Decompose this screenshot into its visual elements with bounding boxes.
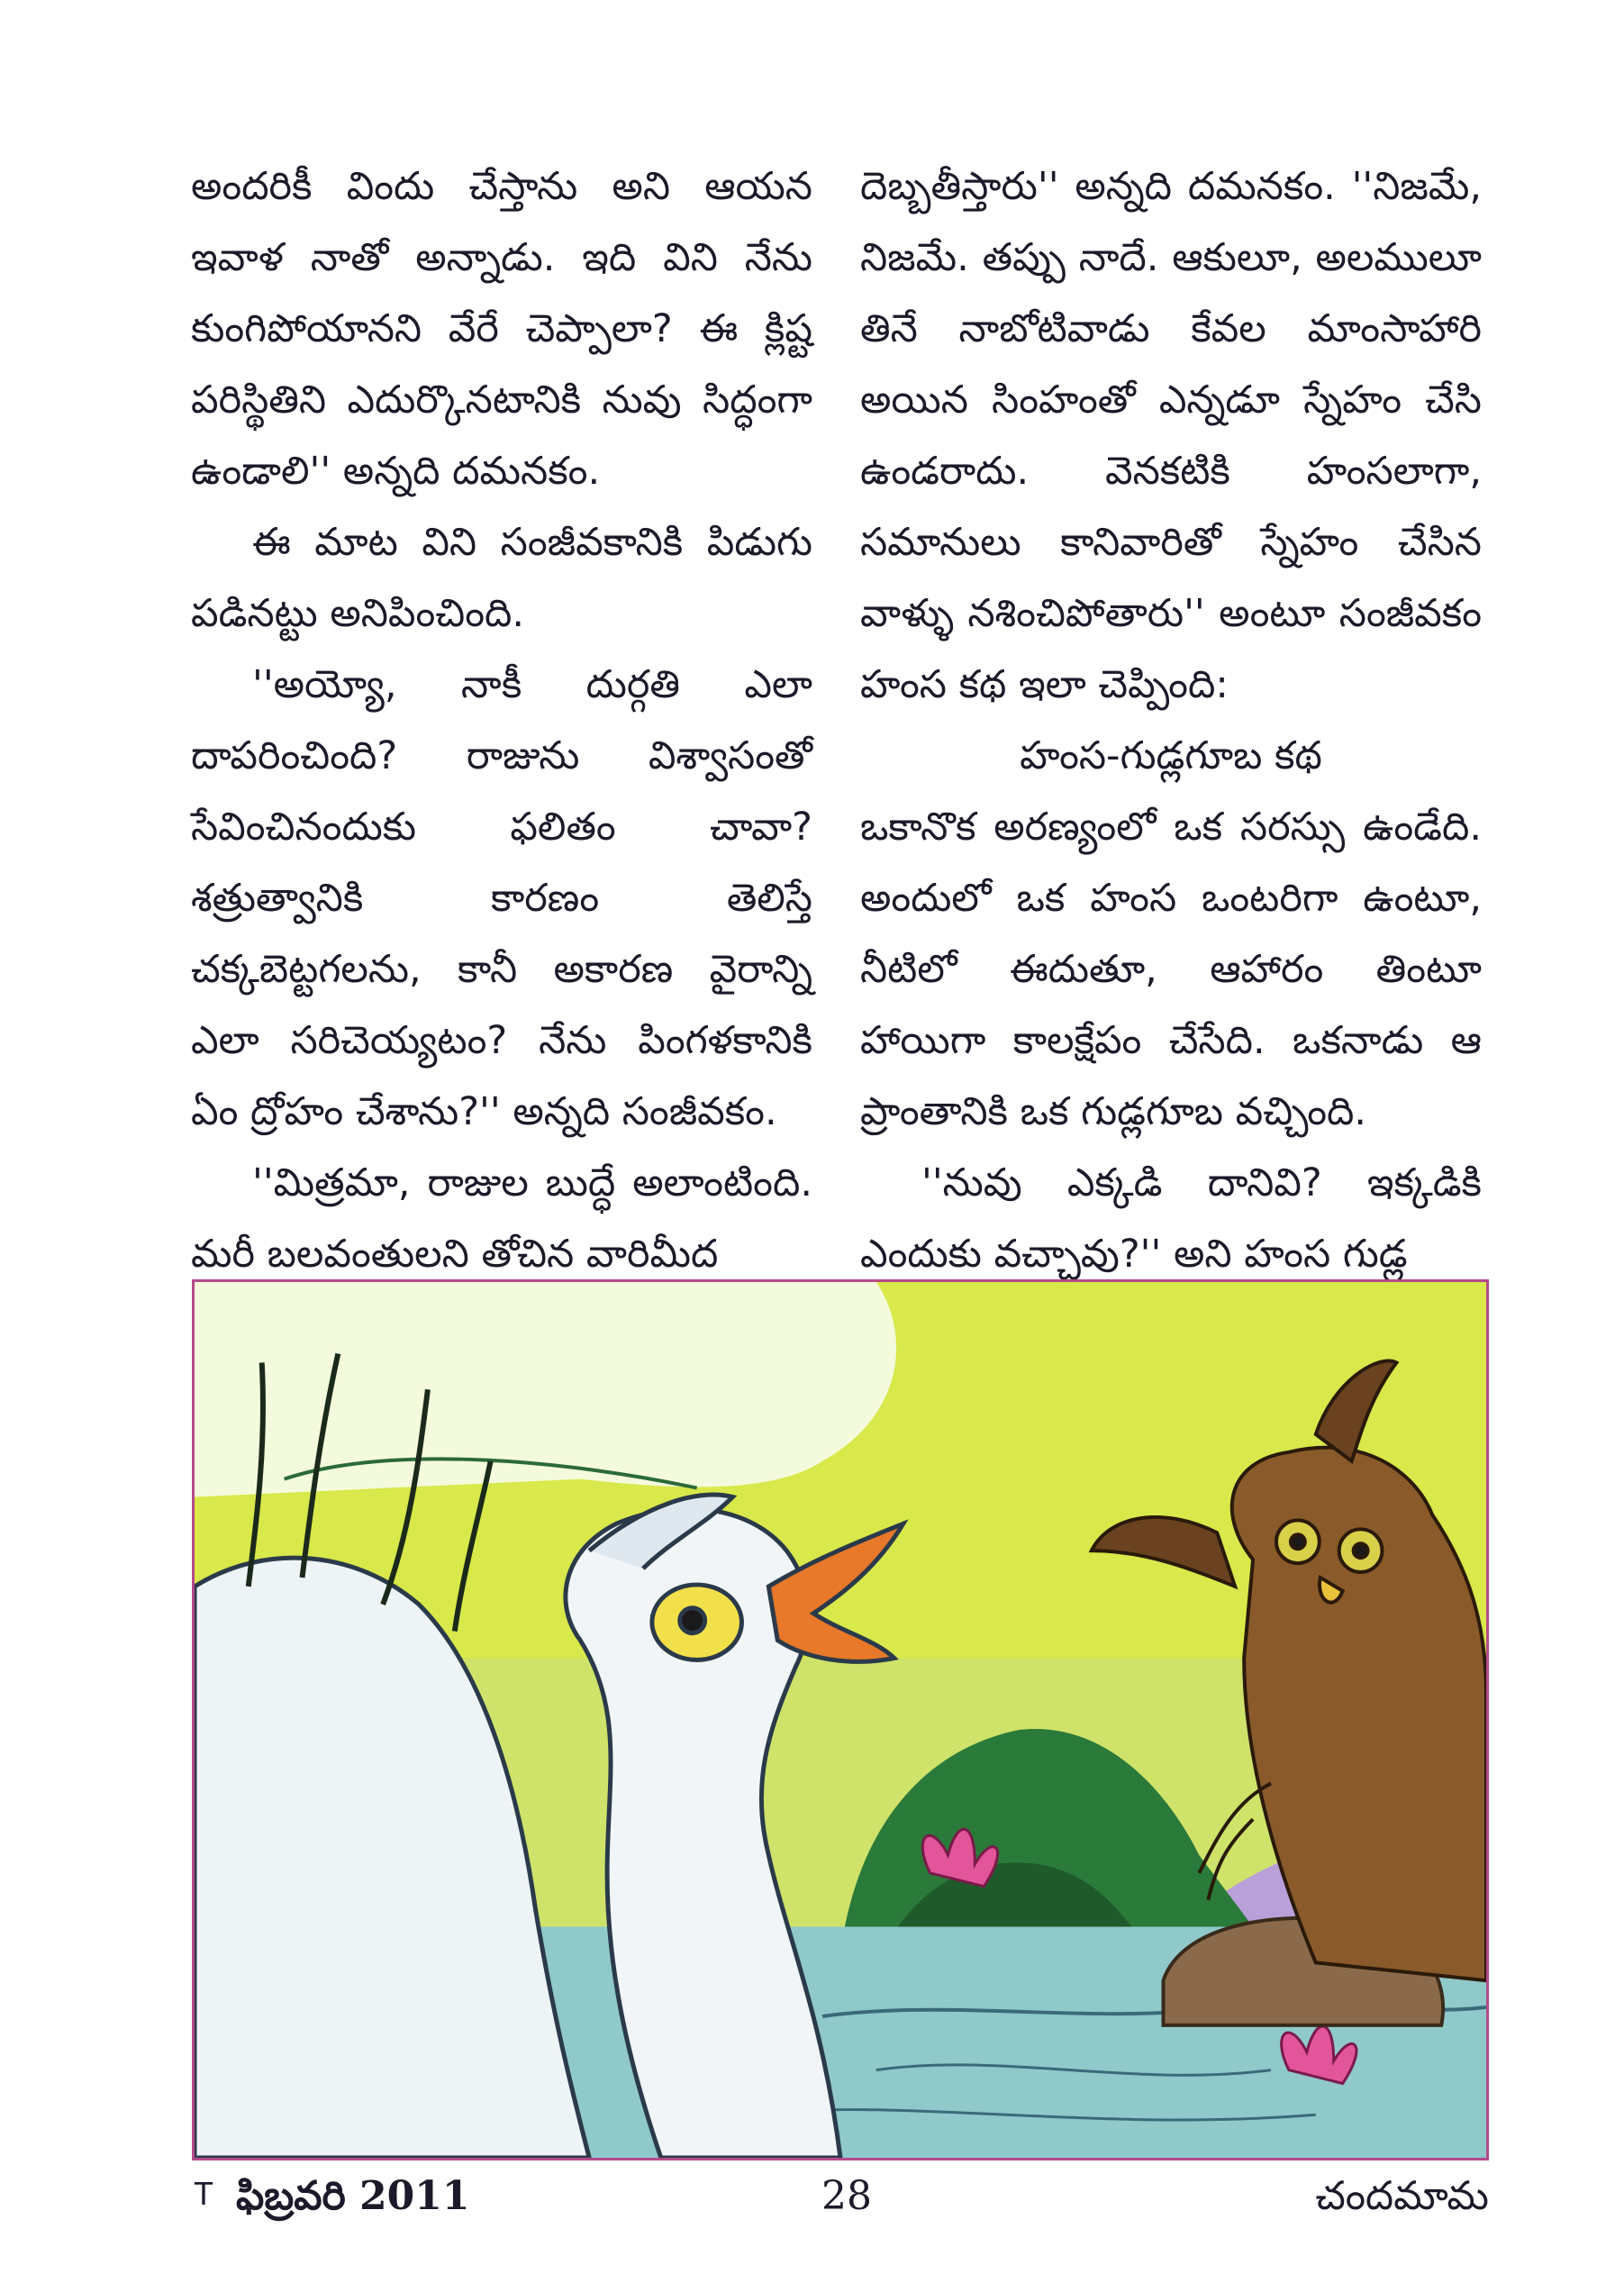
magazine-name: చందమామ xyxy=(1315,2173,1489,2219)
issue-date: ఫిబ్రవరి 2011 xyxy=(236,2173,470,2219)
paragraph: దెబ్బతీస్తారు'' అన్నది దమనకం. ''నిజమే, నిజమే. తప్పు నాదే. ఆకులూ, అలములూ తినే నాబోటివాడు కేవల మాంసాహారి అయిన సింహంతో ఎన్నడూ స్నేహం చేసి ఉండరాదు. వెనకటికి హంసలాగా, సమానులు కానివారితో స్నేహం చేసిన వాళ్ళు నశించిపోతారు'' అంటూ సంజీవకం హంస కథ ఇలా చెప్పింది: xyxy=(860,164,1482,707)
paragraph: ''నువు ఎక్కడి దానివి? ఇక్కడికి ఎందుకు వచ్చావు?'' అని హంస గుడ్ల xyxy=(860,1160,1482,1277)
paragraph: అందరికీ విందు చేస్తాను అని ఆయన ఇవాళ నాతో అన్నాడు. ఇది విని నేను కుంగిపోయానని వేరే చెప్పాలా? ఈ క్లిష్ట పరిస్థితిని ఎదుర్కొనటానికి నువు సిద్ధంగా ఉండాలి'' అన్నది దమనకం. xyxy=(191,164,812,494)
right-text-column xyxy=(860,151,1482,1290)
left-text-column xyxy=(191,151,812,1290)
paragraph: ''అయ్యో, నాకీ దుర్గతి ఎలా దాపరించింది? రాజును విశ్వాసంతో సేవించినందుకు ఫలితం చావా? శత్రుత్వానికి కారణం తెలిస్తే చక్కబెట్టగలను, కానీ అకారణ వైరాన్ని ఎలా సరిచెయ్యటం? నేను పింగళకానికి ఏం ద్రోహం చేశాను?'' అన్నది సంజీవకం. xyxy=(191,662,812,1134)
story-heading: హంస-గుడ్లగూబ కథ xyxy=(1020,733,1322,778)
swan-and-owl-illustration xyxy=(192,1279,1489,2160)
print-mark: T xyxy=(194,2175,213,2212)
illustration-drawing xyxy=(195,1282,1486,2158)
page-footer xyxy=(0,2173,1624,2245)
page-number: 28 xyxy=(821,2173,872,2219)
paragraph: ఈ మాట విని సంజీవకానికి పిడుగు పడినట్టు అనిపించింది. xyxy=(191,520,812,636)
paragraph: ''మిత్రమా, రాజుల బుద్ధే అలాంటింది. మరీ బలవంతులని తోచిన వారిమీద xyxy=(191,1160,812,1277)
paragraph: ఒకానొక అరణ్యంలో ఒక సరస్సు ఉండేది. అందులో ఒక హంస ఒంటరిగా ఉంటూ, నీటిలో ఈదుతూ, ఆహారం తింటూ హాయిగా కాలక్షేపం చేసేది. ఒకనాడు ఆ ప్రాంతానికి ఒక గుడ్లగూబ వచ్చింది. xyxy=(860,805,1482,1134)
